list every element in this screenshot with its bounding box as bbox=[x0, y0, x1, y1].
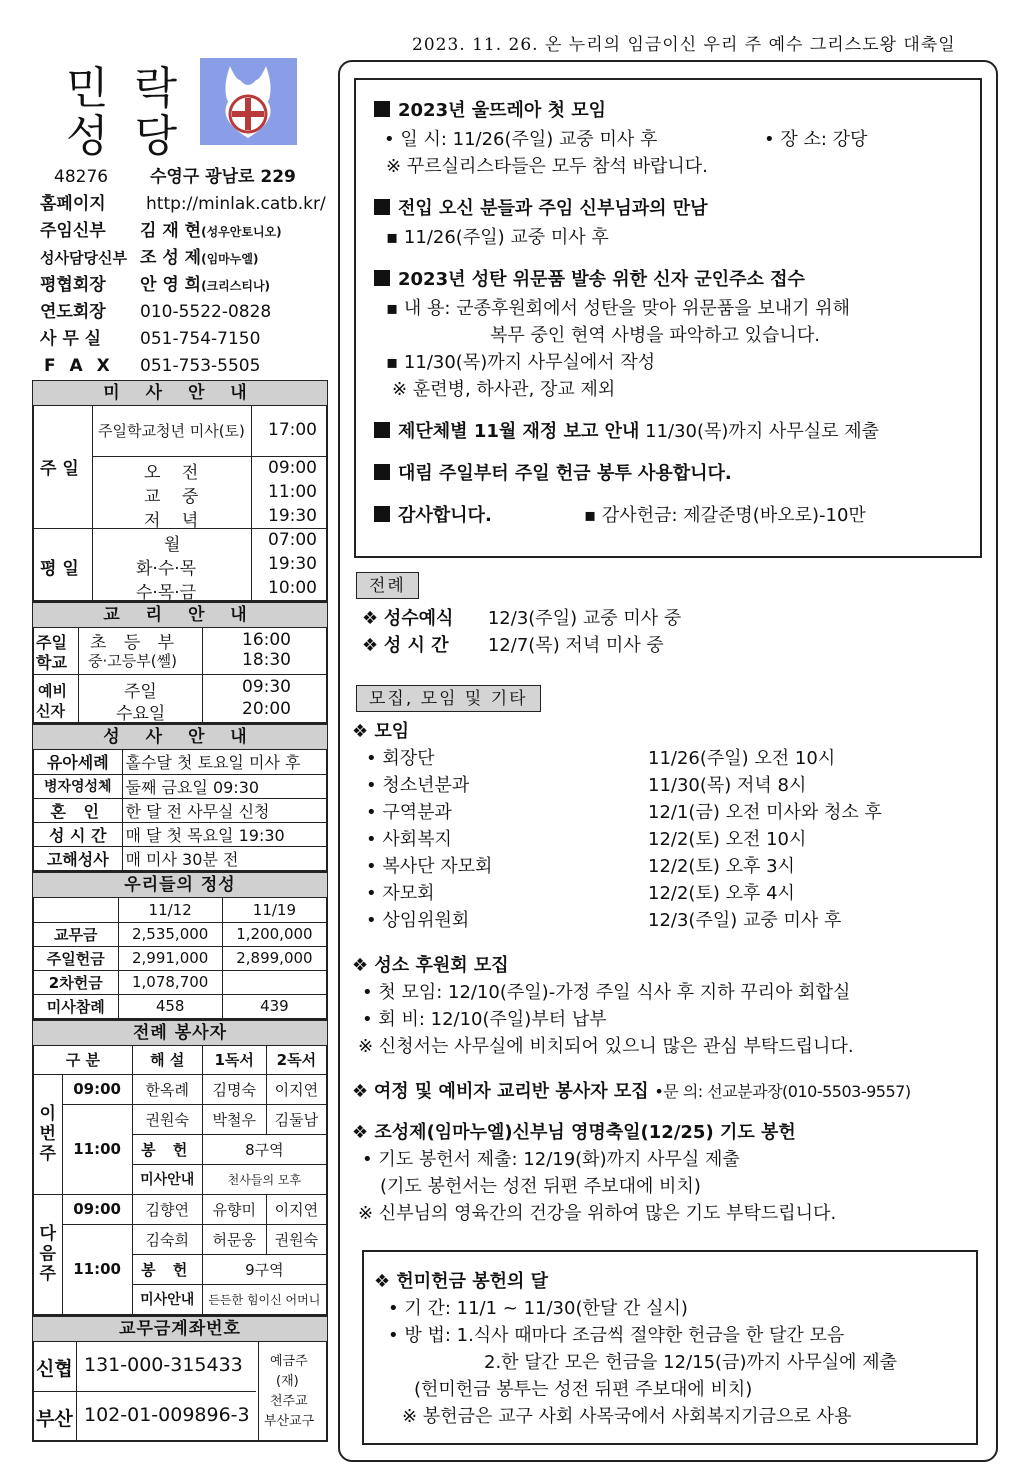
mass-row-time: 09:00 bbox=[268, 458, 317, 478]
sacrament-label: 성 시 간 bbox=[34, 822, 122, 846]
square-bullet-icon bbox=[374, 464, 390, 480]
accounts-header: 교무금계좌번호 bbox=[32, 1316, 328, 1342]
diamond-bullet-icon: ❖ bbox=[374, 1271, 397, 1292]
catechism-table bbox=[32, 628, 328, 724]
notice-line: ※ 훈련병, 하사관, 장교 제외 bbox=[392, 379, 616, 400]
service-person: 유향미 bbox=[202, 1194, 266, 1224]
mass-row-name: 월 bbox=[164, 535, 181, 555]
parish-name-line1: 민 락 bbox=[66, 63, 183, 114]
meeting-when: 12/3(주일) 교중 미사 후 bbox=[648, 910, 842, 931]
liturgy-service-table bbox=[32, 1046, 328, 1316]
sunday-school-label-2: 학교 bbox=[36, 653, 67, 672]
liturgy-section bbox=[356, 572, 976, 659]
meeting-when: 11/30(목) 저녁 8시 bbox=[648, 775, 807, 796]
offering-label: 미사참례 bbox=[34, 994, 118, 1018]
diamond-bullet-icon: ❖ bbox=[362, 635, 384, 656]
meeting-when: 12/2(토) 오후 4시 bbox=[648, 883, 795, 904]
account-holder-2: (재) bbox=[276, 1374, 299, 1389]
offertory-value: 8구역 bbox=[202, 1134, 326, 1164]
notice-title: 전입 오신 분들과 주임 신부님과의 만남 bbox=[398, 198, 708, 219]
sacrament-label: 혼 인 bbox=[34, 798, 122, 822]
catechism-row-name: 수요일 bbox=[116, 704, 166, 724]
meetings-tag: 모집, 모임 및 기타 bbox=[356, 685, 541, 712]
service-time: 09:00 bbox=[62, 1194, 132, 1224]
notices-box bbox=[354, 78, 982, 558]
sacrament-value: 한 달 전 사무실 신청 bbox=[122, 798, 326, 822]
mass-guide-label: 미사안내 bbox=[132, 1284, 202, 1314]
vocation-title: 성소 후원회 모집 bbox=[374, 955, 509, 976]
volunteer-contact: •문 의: 선교분과장(010-5503-9557) bbox=[654, 1082, 911, 1101]
mass-row-time: 10:00 bbox=[268, 578, 317, 598]
contact-block bbox=[40, 164, 330, 380]
service-person: 김숙희 bbox=[132, 1224, 202, 1254]
service-person: 박철우 bbox=[202, 1104, 266, 1134]
account-holder-3: 천주교 bbox=[270, 1394, 308, 1409]
left-column bbox=[32, 380, 328, 1442]
notice-title: 2023년 성탄 위문품 발송 위한 신자 군인주소 접수 bbox=[398, 269, 805, 290]
catechism-row-name: 중·고등부(쎌) bbox=[88, 652, 177, 670]
pastor-baptismal-name: (성우안토니오) bbox=[201, 225, 282, 239]
liturgy-item-label: 성수예식 bbox=[383, 608, 454, 629]
service-time: 09:00 bbox=[62, 1074, 132, 1104]
offering-label: 교무금 bbox=[34, 922, 118, 946]
sacrament-header: 성 사 안 내 bbox=[32, 724, 328, 750]
next-week-label: 다음주 bbox=[34, 1194, 62, 1314]
mass-row-time: 19:30 bbox=[268, 506, 317, 526]
meeting-name: • 청소년분과 bbox=[366, 775, 470, 796]
council-president-label: 평협회장 bbox=[40, 275, 106, 295]
sunday-school-label: 주일 bbox=[36, 633, 67, 652]
diamond-bullet-icon: ❖ bbox=[352, 721, 375, 742]
vocation-line: • 회 비: 12/10(주일)부터 납부 bbox=[362, 1009, 607, 1030]
liturgy-item-text: 12/7(목) 저녁 미사 중 bbox=[487, 635, 664, 656]
service-person: 허문웅 bbox=[202, 1224, 266, 1254]
catechism-row-time: 18:30 bbox=[242, 650, 291, 670]
offertory-label: 봉 헌 bbox=[132, 1134, 202, 1164]
weekday-label: 평 일 bbox=[40, 559, 79, 579]
mass-row-name: 저 녁 bbox=[144, 511, 207, 531]
meetings-section bbox=[352, 685, 992, 1227]
mass-row-time: 11:00 bbox=[268, 482, 317, 502]
service-time: 11:00 bbox=[62, 1224, 132, 1314]
mass-guide-label: 미사안내 bbox=[132, 1164, 202, 1194]
mass-row-name: 화·수·목 bbox=[136, 559, 197, 579]
meeting-name: • 구역분과 bbox=[366, 802, 452, 823]
meeting-when: 12/2(토) 오후 3시 bbox=[648, 856, 795, 877]
service-person: 김둘남 bbox=[266, 1104, 326, 1134]
diamond-bullet-icon: ❖ bbox=[362, 608, 384, 629]
meetings-title: 모임 bbox=[374, 721, 410, 742]
service-time: 11:00 bbox=[62, 1104, 132, 1194]
offering-label: 주일헌금 bbox=[34, 946, 118, 970]
meeting-when: 11/26(주일) 오전 10시 bbox=[648, 748, 836, 769]
offering-value: 1,078,700 bbox=[118, 970, 222, 994]
meeting-name: • 상임위원회 bbox=[366, 910, 470, 931]
homepage-link[interactable]: http://minlak.catb.kr/ bbox=[146, 194, 326, 214]
sacrament-label: 고해성사 bbox=[34, 846, 122, 870]
feast-line: • 기도 봉헌서 제출: 12/19(화)까지 사무실 제출 bbox=[362, 1149, 740, 1170]
bank-name: 신협 bbox=[36, 1358, 73, 1380]
sacrament-value: 매 미사 30분 전 bbox=[122, 846, 326, 870]
catechism-row-name: 초 등 부 bbox=[90, 633, 181, 653]
square-bullet-icon bbox=[374, 199, 390, 215]
notice-line: ▪ 내 용: 군종후원회에서 성탄을 맞아 위문품을 보내기 위해 bbox=[386, 298, 850, 319]
offering-label: 2차헌금 bbox=[34, 970, 118, 994]
mass-row-time: 19:30 bbox=[268, 554, 317, 574]
account-holder: 예금주 bbox=[270, 1354, 308, 1369]
address: 수영구 광남로 229 bbox=[150, 167, 296, 187]
notice-title: 대림 주일부터 주일 헌금 봉투 사용합니다. bbox=[398, 463, 732, 484]
mass-row-time: 17:00 bbox=[268, 420, 317, 440]
homepage-label: 홈페이지 bbox=[40, 194, 106, 214]
feast-line: ※ 신부님의 영육간의 건강을 위하여 많은 기도 부탁드립니다. bbox=[358, 1203, 837, 1224]
sacrament-label: 유아세례 bbox=[34, 750, 122, 774]
offering-value: 439 bbox=[222, 994, 326, 1018]
office-label: 사 무 실 bbox=[40, 329, 102, 349]
vocation-line: ※ 신청서는 사무실에 비치되어 있으니 많은 관심 부탁드립니다. bbox=[358, 1036, 854, 1057]
meeting-when: 12/2(토) 오전 10시 bbox=[648, 829, 807, 850]
service-person: 권원숙 bbox=[266, 1224, 326, 1254]
mass-row-time: 07:00 bbox=[268, 530, 317, 550]
sacrament-value: 매 달 첫 목요일 19:30 bbox=[122, 822, 326, 846]
account-number: 131-000-315433 bbox=[84, 1354, 243, 1376]
service-header: 해 설 bbox=[132, 1046, 202, 1074]
fax-number: 051-753-5505 bbox=[140, 356, 261, 376]
mass-guide-value: 든든한 힘이신 어머니 bbox=[202, 1284, 326, 1314]
sacrament-value: 홀수달 첫 토요일 미사 후 bbox=[122, 750, 326, 774]
feast-line: (기도 봉헌서는 성전 뒤편 주보대에 비치) bbox=[380, 1176, 701, 1197]
pastor-name: 김 재 현 bbox=[140, 221, 202, 241]
assistant-priest-baptismal-name: (임마누엘) bbox=[201, 252, 259, 266]
service-person: 김향연 bbox=[132, 1194, 202, 1224]
sacrament-label: 병자영성체 bbox=[34, 774, 122, 798]
accounts-table bbox=[32, 1342, 328, 1442]
assistant-priest-name: 조 성 제 bbox=[140, 248, 202, 268]
offering-header: 우리들의 정성 bbox=[32, 872, 328, 898]
meeting-when: 12/1(금) 오전 미사와 청소 후 bbox=[648, 802, 882, 823]
catechism-row-name: 주일 bbox=[124, 682, 157, 702]
square-bullet-icon bbox=[374, 270, 390, 286]
tithe-line: ※ 봉헌금은 교구 사회 사목국에서 사회복지기금으로 사용 bbox=[402, 1406, 852, 1427]
meeting-name: • 회장단 bbox=[366, 748, 435, 769]
notice-title: 제단체별 11월 재정 보고 안내 bbox=[398, 421, 640, 442]
diamond-bullet-icon: ❖ bbox=[352, 955, 375, 976]
service-header: 2독서 bbox=[266, 1046, 326, 1074]
notice-title: 감사합니다. bbox=[398, 505, 492, 526]
service-person: 김명숙 bbox=[202, 1074, 266, 1104]
postal-code: 48276 bbox=[54, 167, 109, 187]
feast-title: 조성제(임마누엘)신부님 영명축일(12/25) 기도 봉헌 bbox=[374, 1122, 796, 1143]
service-header: 1독서 bbox=[202, 1046, 266, 1074]
catechism-row-time: 20:00 bbox=[242, 699, 291, 719]
offering-table bbox=[32, 898, 328, 1020]
offertory-value: 9구역 bbox=[202, 1254, 326, 1284]
tithe-line: 2.한 달간 모은 헌금을 12/15(금)까지 사무실에 제출 bbox=[484, 1352, 898, 1373]
notice-line: ▪ 감사헌금: 제갈준명(바오로)-10만 bbox=[584, 505, 866, 526]
offering-date: 11/12 bbox=[118, 898, 222, 922]
meeting-name: • 복사단 자모회 bbox=[366, 856, 493, 877]
office-phone: 051-754-7150 bbox=[140, 329, 261, 349]
offering-value: 458 bbox=[118, 994, 222, 1018]
catechism-header: 교 리 안 내 bbox=[32, 602, 328, 628]
account-holder-4: 부산교구 bbox=[264, 1414, 315, 1429]
this-week-label: 이번주 bbox=[34, 1074, 62, 1194]
catechumen-label-2: 신자 bbox=[36, 702, 65, 720]
council-president-baptismal-name: (크리스티나) bbox=[201, 279, 271, 293]
parish-name-line2: 성 당 bbox=[66, 111, 183, 162]
tithe-line: • 방 법: 1.식사 때마다 조금씩 절약한 헌금을 한 달간 모음 bbox=[388, 1325, 845, 1346]
liturgy-item-text: 12/3(주일) 교중 미사 중 bbox=[487, 608, 682, 629]
vocation-line: • 첫 모임: 12/10(주일)-가정 주일 식사 후 지하 꾸리아 회합실 bbox=[362, 982, 851, 1003]
sacrament-value: 둘째 금요일 09:30 bbox=[122, 774, 326, 798]
liturgy-tag: 전례 bbox=[356, 572, 419, 599]
offering-date: 11/19 bbox=[222, 898, 326, 922]
sunday-label: 주 일 bbox=[40, 459, 79, 479]
square-bullet-icon bbox=[374, 506, 390, 522]
service-header: 구 분 bbox=[34, 1046, 132, 1074]
pastor-label: 주임신부 bbox=[40, 221, 106, 241]
offertory-label: 봉 헌 bbox=[132, 1254, 202, 1284]
notice-line: ※ 꾸르실리스타들은 모두 참석 바랍니다. bbox=[386, 156, 708, 177]
bulletin-date-line: 2023. 11. 26. 온 누리의 임금이신 우리 주 예수 그리스도왕 대축일 bbox=[412, 35, 956, 55]
assistant-priest-label: 성사담당신부 bbox=[40, 249, 127, 267]
service-person: 이지연 bbox=[266, 1074, 326, 1104]
fax-label: F A X bbox=[44, 356, 114, 376]
notice-line: 복무 중인 현역 사병을 파악하고 있습니다. bbox=[490, 325, 820, 346]
mass-row-name: 교 중 bbox=[144, 487, 207, 507]
notice-line: • 일 시: 11/26(주일) 교중 미사 후 bbox=[384, 129, 658, 150]
sacrament-table bbox=[32, 750, 328, 872]
diamond-bullet-icon: ❖ bbox=[352, 1081, 374, 1102]
mass-row-name: 오 전 bbox=[144, 463, 207, 483]
volunteer-title: 여정 및 예비자 교리반 봉사자 모집 bbox=[373, 1081, 649, 1102]
prayer-group-label: 연도회장 bbox=[40, 302, 106, 322]
tithe-box bbox=[362, 1250, 978, 1445]
notice-line: ▪ 11/26(주일) 교중 미사 후 bbox=[386, 227, 609, 248]
account-number: 102-01-009896-3 bbox=[84, 1404, 250, 1426]
catechism-row-time: 09:30 bbox=[242, 677, 291, 697]
tithe-title: 헌미헌금 봉헌의 달 bbox=[396, 1271, 549, 1292]
liturgy-service-header: 전례 봉사자 bbox=[32, 1020, 328, 1046]
square-bullet-icon bbox=[374, 422, 390, 438]
church-logo-icon bbox=[200, 58, 297, 145]
liturgy-item-label: 성 시 간 bbox=[383, 635, 449, 656]
prayer-group-phone: 010-5522-0828 bbox=[140, 302, 272, 322]
notice-line: ▪ 11/30(목)까지 사무실에서 작성 bbox=[386, 352, 656, 373]
catechumen-label: 예비 bbox=[38, 682, 67, 700]
mass-info-table bbox=[32, 406, 328, 602]
notice-line: 11/30(목)까지 사무실로 제출 bbox=[645, 421, 879, 442]
square-bullet-icon bbox=[374, 101, 390, 117]
service-person: 한옥례 bbox=[132, 1074, 202, 1104]
tithe-line: (헌미헌금 봉투는 성전 뒤편 주보대에 비치) bbox=[414, 1379, 753, 1400]
offering-value bbox=[222, 970, 326, 994]
notice-title: 2023년 울뜨레아 첫 모임 bbox=[398, 100, 607, 121]
offering-value: 2,991,000 bbox=[118, 946, 222, 970]
mass-guide-value: 천사들의 모후 bbox=[202, 1164, 326, 1194]
meeting-name: • 사회복지 bbox=[366, 829, 452, 850]
bank-name: 부산 bbox=[36, 1408, 73, 1430]
catechism-row-time: 16:00 bbox=[242, 630, 291, 650]
meeting-name: • 자모회 bbox=[366, 883, 435, 904]
offering-value: 1,200,000 bbox=[222, 922, 326, 946]
offering-value: 2,535,000 bbox=[118, 922, 222, 946]
service-person: 권원숙 bbox=[132, 1104, 202, 1134]
service-person: 이지연 bbox=[266, 1194, 326, 1224]
mass-row-name: 수·목·금 bbox=[136, 583, 197, 603]
tithe-line: • 기 간: 11/1 ~ 11/30(한달 간 실시) bbox=[388, 1298, 688, 1319]
council-president-name: 안 영 희 bbox=[140, 275, 202, 295]
notice-line: • 장 소: 강당 bbox=[764, 129, 868, 150]
mass-info-header: 미 사 안 내 bbox=[32, 380, 328, 406]
mass-row-name: 주일학교청년 미사(토) bbox=[98, 422, 245, 440]
diamond-bullet-icon: ❖ bbox=[352, 1122, 375, 1143]
offering-value: 2,899,000 bbox=[222, 946, 326, 970]
